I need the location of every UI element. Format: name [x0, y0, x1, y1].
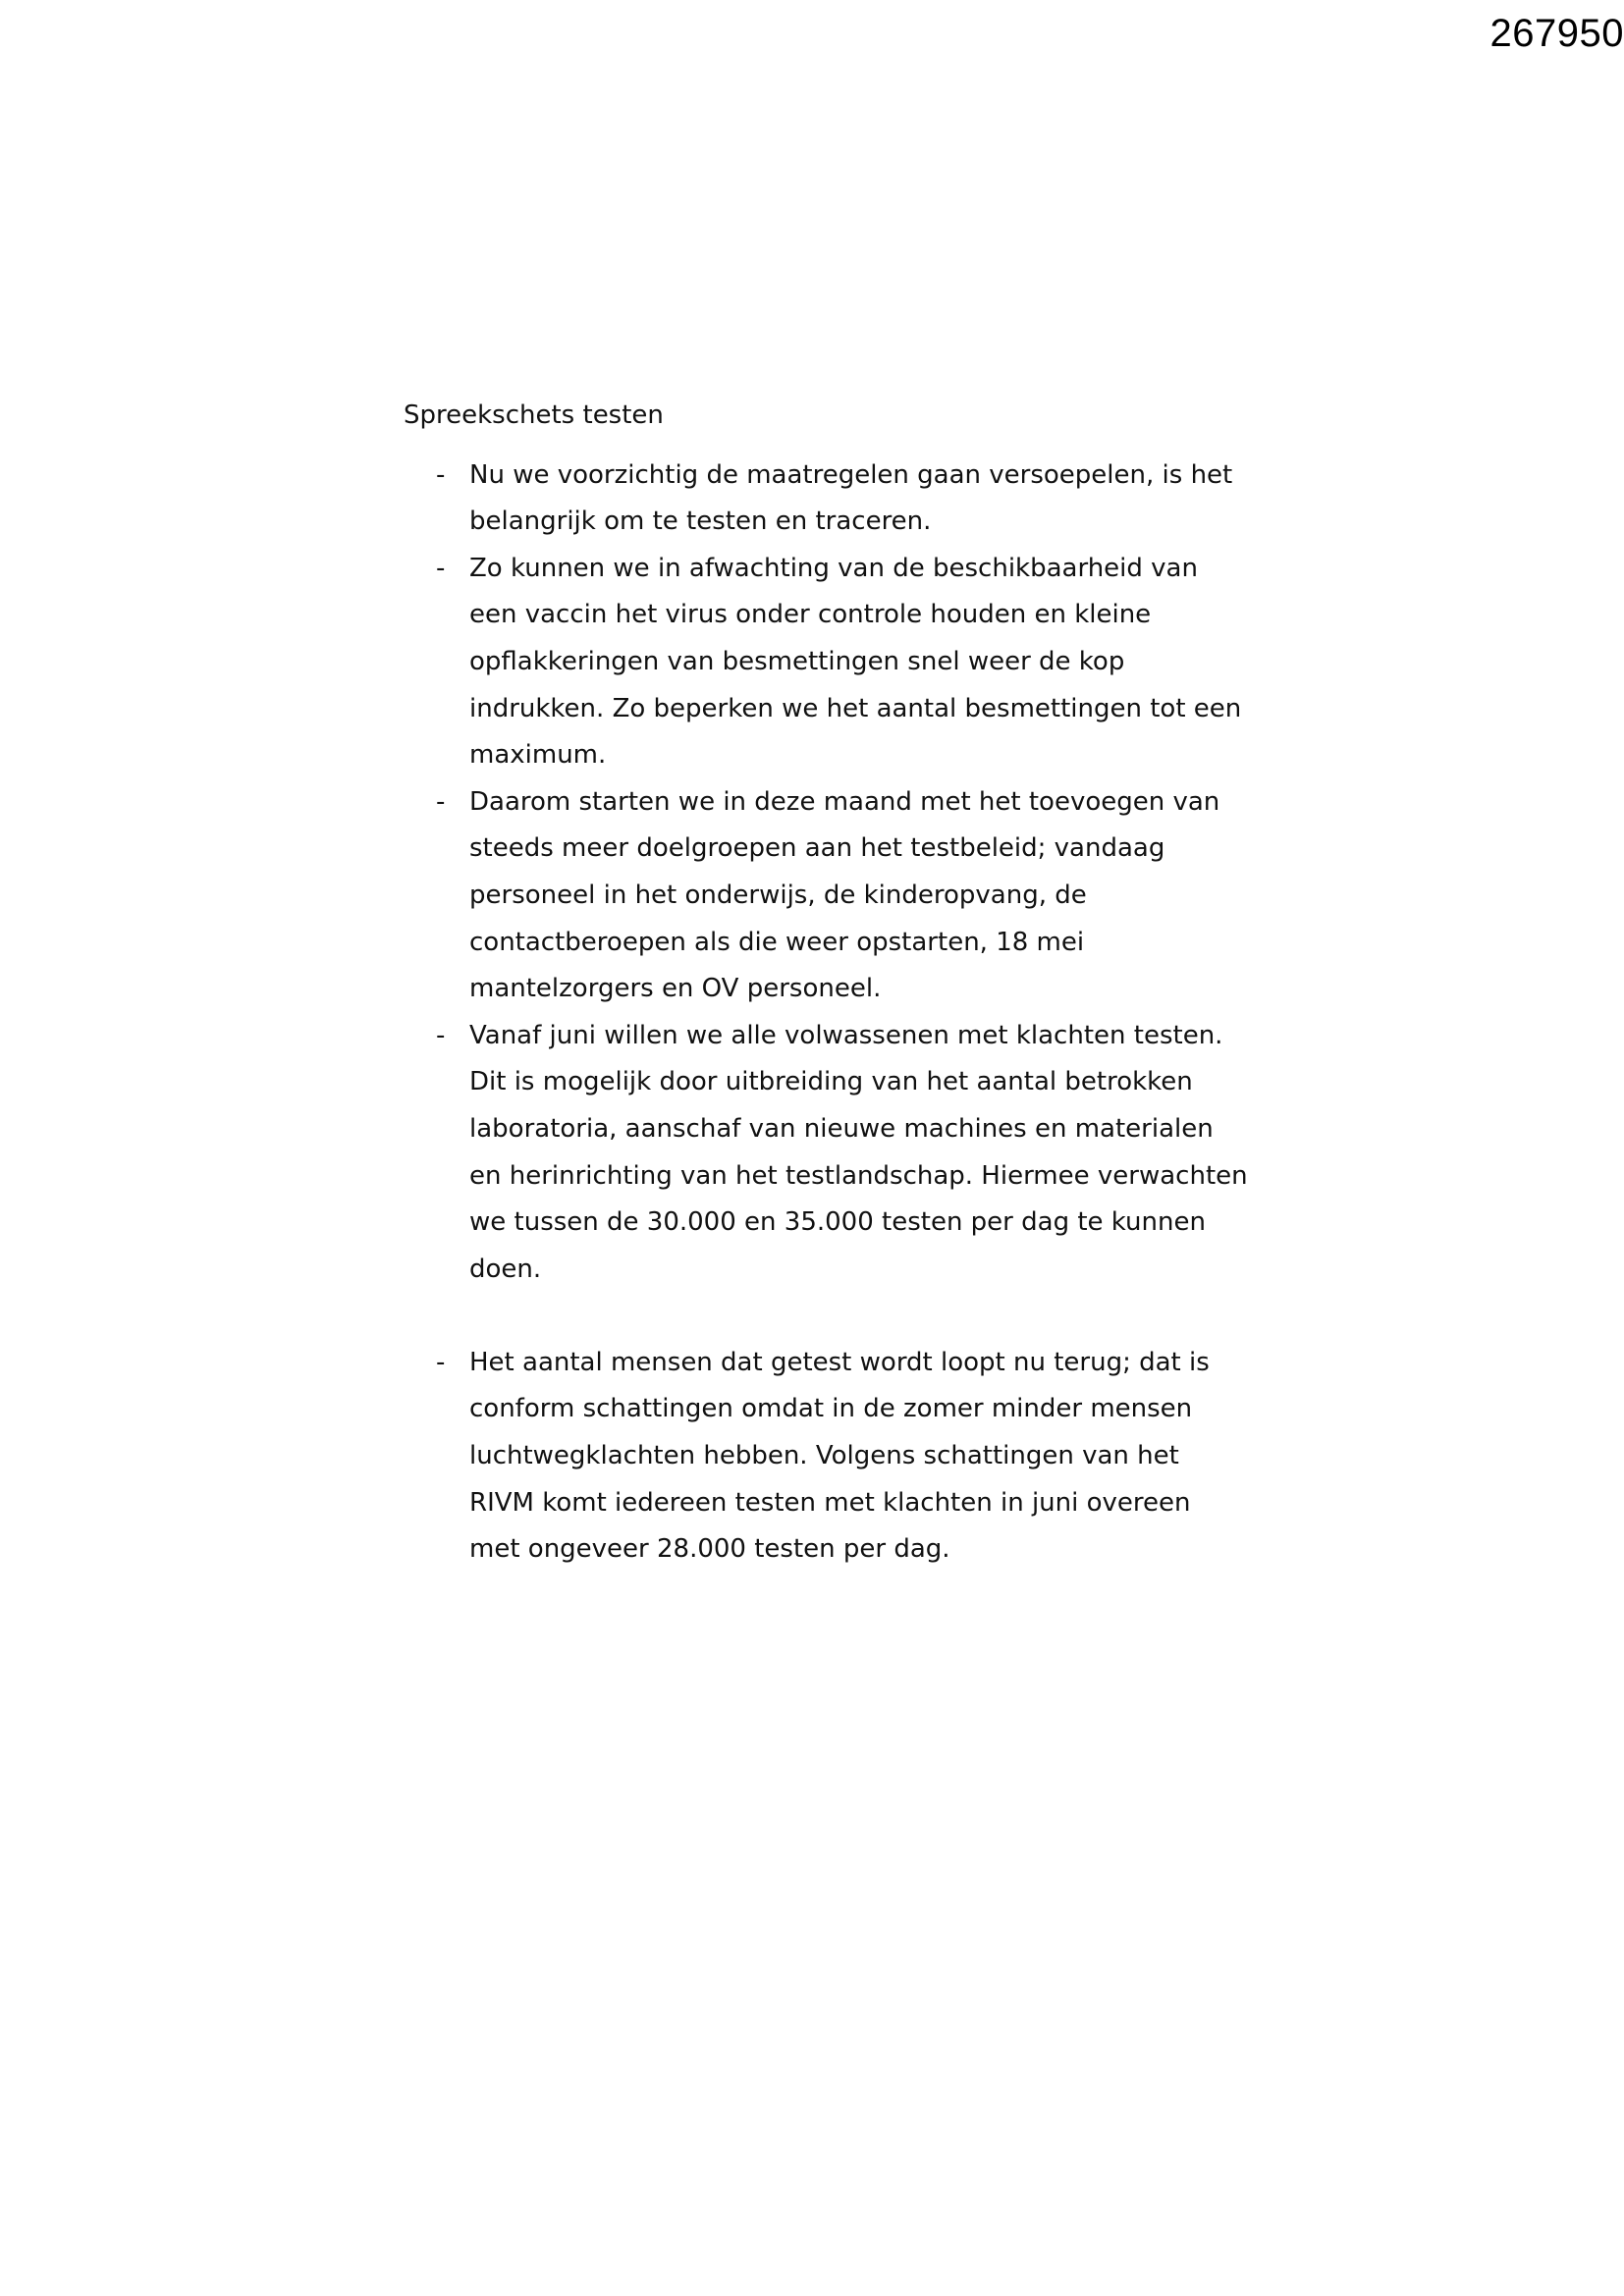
- dash-marker: -: [436, 459, 446, 490]
- bullet-item: [404, 1340, 1248, 1574]
- dash-marker: -: [436, 1347, 446, 1377]
- bullet-list: [404, 453, 1248, 1574]
- document-number: 267950: [1489, 12, 1624, 55]
- bullet-text: Nu we voorzichtig de maatregelen gaan versoepelen, is het belangrijk om te testen en traceren.: [469, 459, 1233, 537]
- dash-marker: -: [436, 1020, 446, 1050]
- bullet-item: [404, 453, 1248, 546]
- dash-marker: -: [436, 786, 446, 817]
- bullet-item: [404, 546, 1248, 779]
- bullet-text: Vanaf juni willen we alle volwassenen met klachten testen. Dit is mogelijk door uitbreiding van het aantal betrokken laboratoria, aanschaf van nieuwe machines en materialen en herinrichting van het testlandschap. Hiermee verwachten we tussen de 30.000 en 35.000 testen per dag te kunnen doen.: [469, 1020, 1248, 1284]
- bullet-text: Het aantal mensen dat getest wordt loopt nu terug; dat is conform schattingen omdat in de zomer minder mensen luchtwegklachten hebben. Volgens schattingen van het RIVM komt iedereen testen met klachten in juni overeen met ongeveer 28.000 testen per dag.: [469, 1347, 1210, 1565]
- bullet-item: [404, 1013, 1248, 1294]
- bullet-text: Daarom starten we in deze maand met het toevoegen van steeds meer doelgroepen aan het testbeleid; vandaag personeel in het onderwijs, de kinderopvang, de contactberoepen als die weer opstarten, 18 mei mantelzorgers en OV personeel.: [469, 786, 1220, 1004]
- document-title: Spreekschets testen: [404, 400, 664, 430]
- dash-marker: -: [436, 553, 446, 583]
- document-body: [404, 393, 1248, 1574]
- bullet-text: Zo kunnen we in afwachting van de beschikbaarheid van een vaccin het virus onder controle houden en kleine opflakkeringen van besmettingen snel weer de kop indrukken. Zo beperken we het aantal besmettingen tot een maximum.: [469, 553, 1242, 771]
- bullet-item: [404, 779, 1248, 1013]
